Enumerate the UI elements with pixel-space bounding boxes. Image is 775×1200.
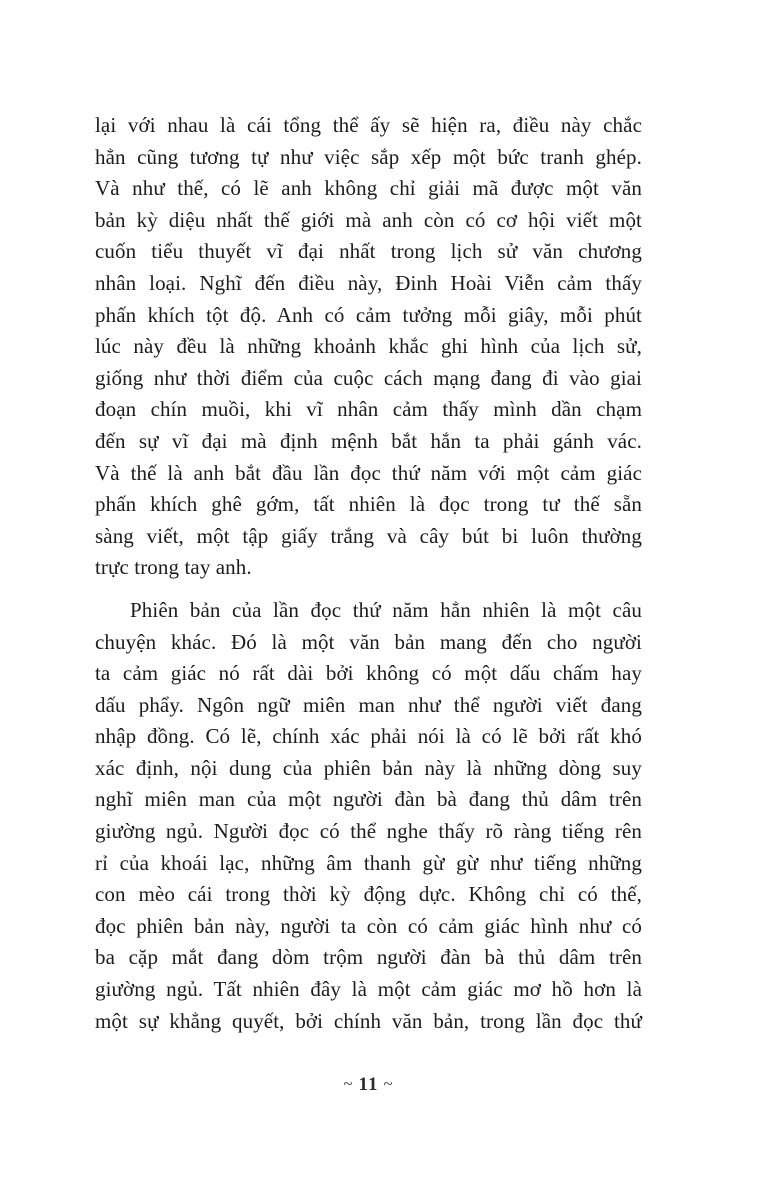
text-line: ba cặp mắt đang dòm trộm người đàn bà thủ dâm trên: [95, 945, 642, 970]
text-line: sàng viết, một tập giấy trắng và cây bút bi luôn thường: [95, 523, 642, 548]
text-line: hẳn cũng tương tự như việc sắp xếp một bức tranh ghép.: [95, 144, 642, 169]
text-line: nhập đồng. Có lẽ, chính xác phải nói là có lẽ bởi rất khó: [95, 724, 642, 749]
text-line: dấu phẩy. Ngôn ngữ miên man như thể người viết đang: [95, 692, 642, 717]
page-number: [95, 1074, 642, 1096]
text-line: phấn khích ghê gớm, tất nhiên là đọc trong tư thế sẵn: [95, 492, 642, 517]
page-number-value: 11: [358, 1074, 379, 1095]
text-line: ta cảm giác nó rất dài bởi không có một dấu chấm hay: [95, 661, 642, 686]
text-line: Phiên bản của lần đọc thứ năm hẳn nhiên là một câu: [130, 597, 642, 622]
text-line: xác định, nội dung của phiên bản này là những dòng suy: [95, 755, 642, 780]
text-line: đọc phiên bản này, người ta còn có cảm giác hình như có: [95, 913, 642, 938]
text-line: Và như thế, có lẽ anh không chỉ giải mã được một văn: [95, 176, 642, 201]
text-line: bản kỳ diệu nhất thế giới mà anh còn có cơ hội viết một: [95, 207, 642, 232]
text-line: đoạn chín muồi, khi vĩ nhân cảm thấy mình dần chạm: [95, 397, 642, 422]
text-line: chuyện khác. Đó là một văn bản mang đến cho người: [95, 629, 642, 654]
text-line: nhân loại. Nghĩ đến điều này, Đinh Hoài Viễn cảm thấy: [95, 270, 642, 295]
text-line: giường ngủ. Tất nhiên đây là một cảm giác mơ hồ hơn là: [95, 977, 642, 1002]
text-line: lúc này đều là những khoảnh khắc ghi hình của lịch sử,: [95, 334, 642, 359]
page-number-prefix-tilde: ~: [343, 1074, 354, 1093]
paragraph: [95, 110, 642, 584]
paragraph: [95, 595, 642, 1037]
text-line: trực trong tay anh.: [95, 555, 252, 580]
text-line: nghĩ miên man của một người đàn bà đang thủ dâm trên: [95, 787, 642, 812]
page-number-suffix-tilde: ~: [383, 1074, 394, 1093]
text-line: con mèo cái trong thời kỳ động dực. Không chỉ có thế,: [95, 882, 642, 907]
text-line: giường ngủ. Người đọc có thể nghe thấy rõ ràng tiếng rên: [95, 819, 642, 844]
page-text: [95, 110, 642, 1037]
text-line: giống như thời điểm của cuộc cách mạng đang đi vào giai: [95, 365, 642, 390]
text-line: phấn khích tột độ. Anh có cảm tưởng mỗi giây, mỗi phút: [95, 302, 642, 327]
text-line: đến sự vĩ đại mà định mệnh bắt hắn ta phải gánh vác.: [95, 428, 642, 453]
text-line: lại với nhau là cái tổng thể ấy sẽ hiện ra, điều này chắc: [95, 113, 642, 137]
text-line: Và thế là anh bắt đầu lần đọc thứ năm với một cảm giác: [95, 460, 642, 485]
text-line: một sự khẳng quyết, bởi chính văn bản, trong lần đọc thứ: [95, 1008, 642, 1033]
text-line: cuốn tiểu thuyết vĩ đại nhất trong lịch sử văn chương: [95, 239, 642, 264]
text-line: rỉ của khoái lạc, những âm thanh gừ gừ như tiếng những: [95, 850, 642, 875]
